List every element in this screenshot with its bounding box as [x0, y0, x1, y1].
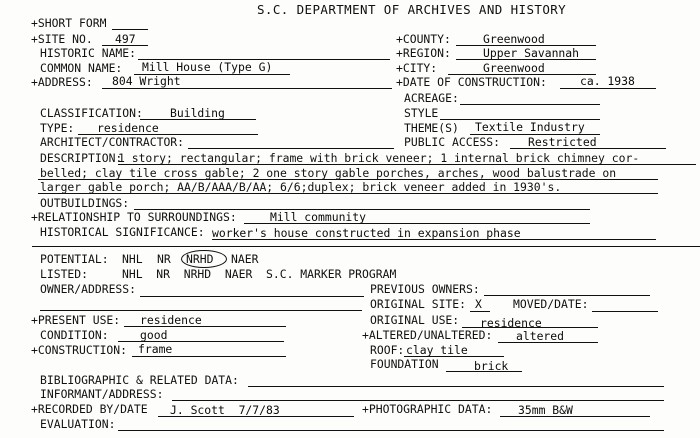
- construction-line: [132, 356, 286, 357]
- outbuildings-label: OUTBUILDINGS:: [40, 196, 130, 210]
- owner-address-line: [140, 296, 364, 297]
- description-line-1: 1 story; rectangular; frame with brick veneer; 1 internal brick chimney cor-: [118, 151, 640, 165]
- date-line: [560, 88, 656, 89]
- photographic-value: 35mm B&W: [518, 403, 573, 417]
- acreage-line: [460, 104, 600, 105]
- original-site-value: X: [475, 297, 482, 311]
- bibliographic-label: BIBLIOGRAPHIC & RELATED DATA:: [40, 373, 239, 387]
- altered-line: [498, 342, 598, 343]
- foundation-value: brick: [474, 359, 509, 373]
- listed-options: NHL NR NRHD NAER S.C. MARKER PROGRAM: [122, 267, 397, 281]
- potential-opt-nr: NR: [157, 252, 171, 266]
- potential-opt-nrhd: NRHD: [186, 252, 214, 266]
- public-access-line: [510, 148, 666, 149]
- historical-significance-value: worker's house constructed in expansion phase: [212, 226, 521, 240]
- region-value: Upper Savannah: [483, 46, 580, 60]
- potential-label: POTENTIAL:: [40, 252, 109, 266]
- original-use-label: ORIGINAL USE:: [370, 313, 460, 327]
- theme-label: THEME(S): [404, 121, 459, 135]
- photographic-label: +PHOTOGRAPHIC DATA:: [362, 402, 493, 416]
- roof-value: clay tile: [406, 343, 468, 357]
- classification-line: [140, 119, 256, 120]
- description-label: DESCRIPTION:: [40, 151, 123, 165]
- recorded-by-line: [158, 416, 354, 417]
- relationship-line: [244, 223, 590, 224]
- original-site-label: ORIGINAL SITE:: [370, 297, 467, 311]
- classification-label: CLASSIFICATION:: [40, 106, 143, 120]
- theme-value: Textile Industry: [475, 120, 585, 134]
- site-no-value: 497: [115, 32, 136, 46]
- short-form-line: [112, 29, 148, 30]
- original-use-value: residence: [480, 316, 542, 330]
- date-value: ca. 1938: [580, 74, 635, 88]
- historical-significance-label: HISTORICAL SIGNIFICANCE:: [40, 225, 205, 239]
- description-rule-1: [118, 164, 696, 165]
- owner-address-line-2: [40, 310, 362, 311]
- date-label: +DATE OF CONSTRUCTION:: [396, 75, 547, 89]
- county-label: +COUNTY:: [396, 32, 451, 46]
- description-rule-3: [38, 193, 658, 194]
- architect-label: ARCHITECT/CONTRACTOR:: [40, 135, 185, 149]
- form-title: S.C. DEPARTMENT OF ARCHIVES AND HISTORY: [257, 2, 567, 17]
- foundation-line: [446, 371, 522, 372]
- description-line-3: larger gable porch; AA/B/AAA/B/AA; 6/6;duplex; brick veneer added in 1930's.: [40, 180, 562, 194]
- common-name-label: COMMON NAME:: [40, 61, 123, 75]
- evaluation-line: [118, 430, 664, 431]
- public-access-label: PUBLIC ACCESS:: [404, 135, 501, 149]
- potential-opt-nhl: NHL: [122, 252, 143, 266]
- construction-value: frame: [138, 342, 173, 356]
- moved-date-line: [592, 311, 658, 312]
- present-use-label: +PRESENT USE:: [31, 313, 121, 327]
- relationship-value: Mill community: [270, 210, 367, 224]
- city-label: +CITY:: [396, 61, 438, 75]
- recorded-by-label: +RECORDED BY/DATE: [31, 402, 148, 416]
- type-value: residence: [97, 121, 159, 135]
- description-line-2: belled; clay tile cross gable; 2 one story gable porches, arches, wood balustrade on: [40, 166, 617, 180]
- site-no-label: +SITE NO.: [31, 32, 93, 46]
- address-line: [102, 88, 392, 89]
- classification-value: Building: [170, 106, 225, 120]
- present-use-line: [124, 326, 286, 327]
- address-value: 804 Wright: [112, 74, 181, 88]
- evaluation-label: EVALUATION:: [40, 417, 116, 431]
- informant-line: [172, 400, 664, 401]
- listed-label: LISTED:: [40, 267, 89, 281]
- present-use-value: residence: [140, 313, 202, 327]
- public-access-value: Restricted: [528, 135, 597, 149]
- type-label: TYPE:: [40, 121, 75, 135]
- moved-date-label: MOVED/DATE:: [513, 297, 589, 311]
- foundation-label: FOUNDATION: [370, 357, 439, 371]
- condition-value: good: [140, 328, 168, 342]
- bibliographic-line: [248, 386, 664, 387]
- acreage-label: ACREAGE:: [404, 91, 459, 105]
- relationship-label: +RELATIONSHIP TO SURROUNDINGS:: [31, 210, 237, 224]
- roof-label: ROOF:: [370, 343, 405, 357]
- architect-line: [188, 148, 394, 149]
- historic-name-label: HISTORIC NAME:: [40, 46, 137, 60]
- city-value: Greenwood: [483, 61, 545, 75]
- section-divider: [32, 246, 700, 247]
- previous-owners-line: [484, 295, 650, 296]
- potential-opt-naer: NAER: [231, 252, 259, 266]
- historical-significance-line: [212, 239, 656, 240]
- original-site-line: [470, 311, 490, 312]
- altered-label: +ALTERED/UNALTERED:: [362, 328, 493, 342]
- photographic-line: [500, 416, 650, 417]
- construction-label: +CONSTRUCTION:: [31, 343, 128, 357]
- nrhd-circle-mark: [181, 250, 227, 268]
- region-label: +REGION:: [396, 46, 451, 60]
- style-label: STYLE: [404, 106, 439, 120]
- previous-owners-label: PREVIOUS OWNERS:: [370, 282, 480, 296]
- common-name-value: Mill House (Type G): [142, 60, 273, 74]
- informant-label: INFORMANT/ADDRESS:: [40, 387, 164, 401]
- address-label: +ADDRESS:: [31, 75, 93, 89]
- owner-address-label: OWNER/ADDRESS:: [40, 282, 137, 296]
- region-line: [456, 59, 596, 60]
- altered-value: altered: [516, 329, 565, 343]
- county-value: Greenwood: [483, 32, 545, 46]
- recorded-by-value: J. Scott 7/7/83: [170, 403, 280, 417]
- short-form-label: +SHORT FORM: [31, 16, 107, 30]
- condition-label: CONDITION:: [40, 328, 109, 342]
